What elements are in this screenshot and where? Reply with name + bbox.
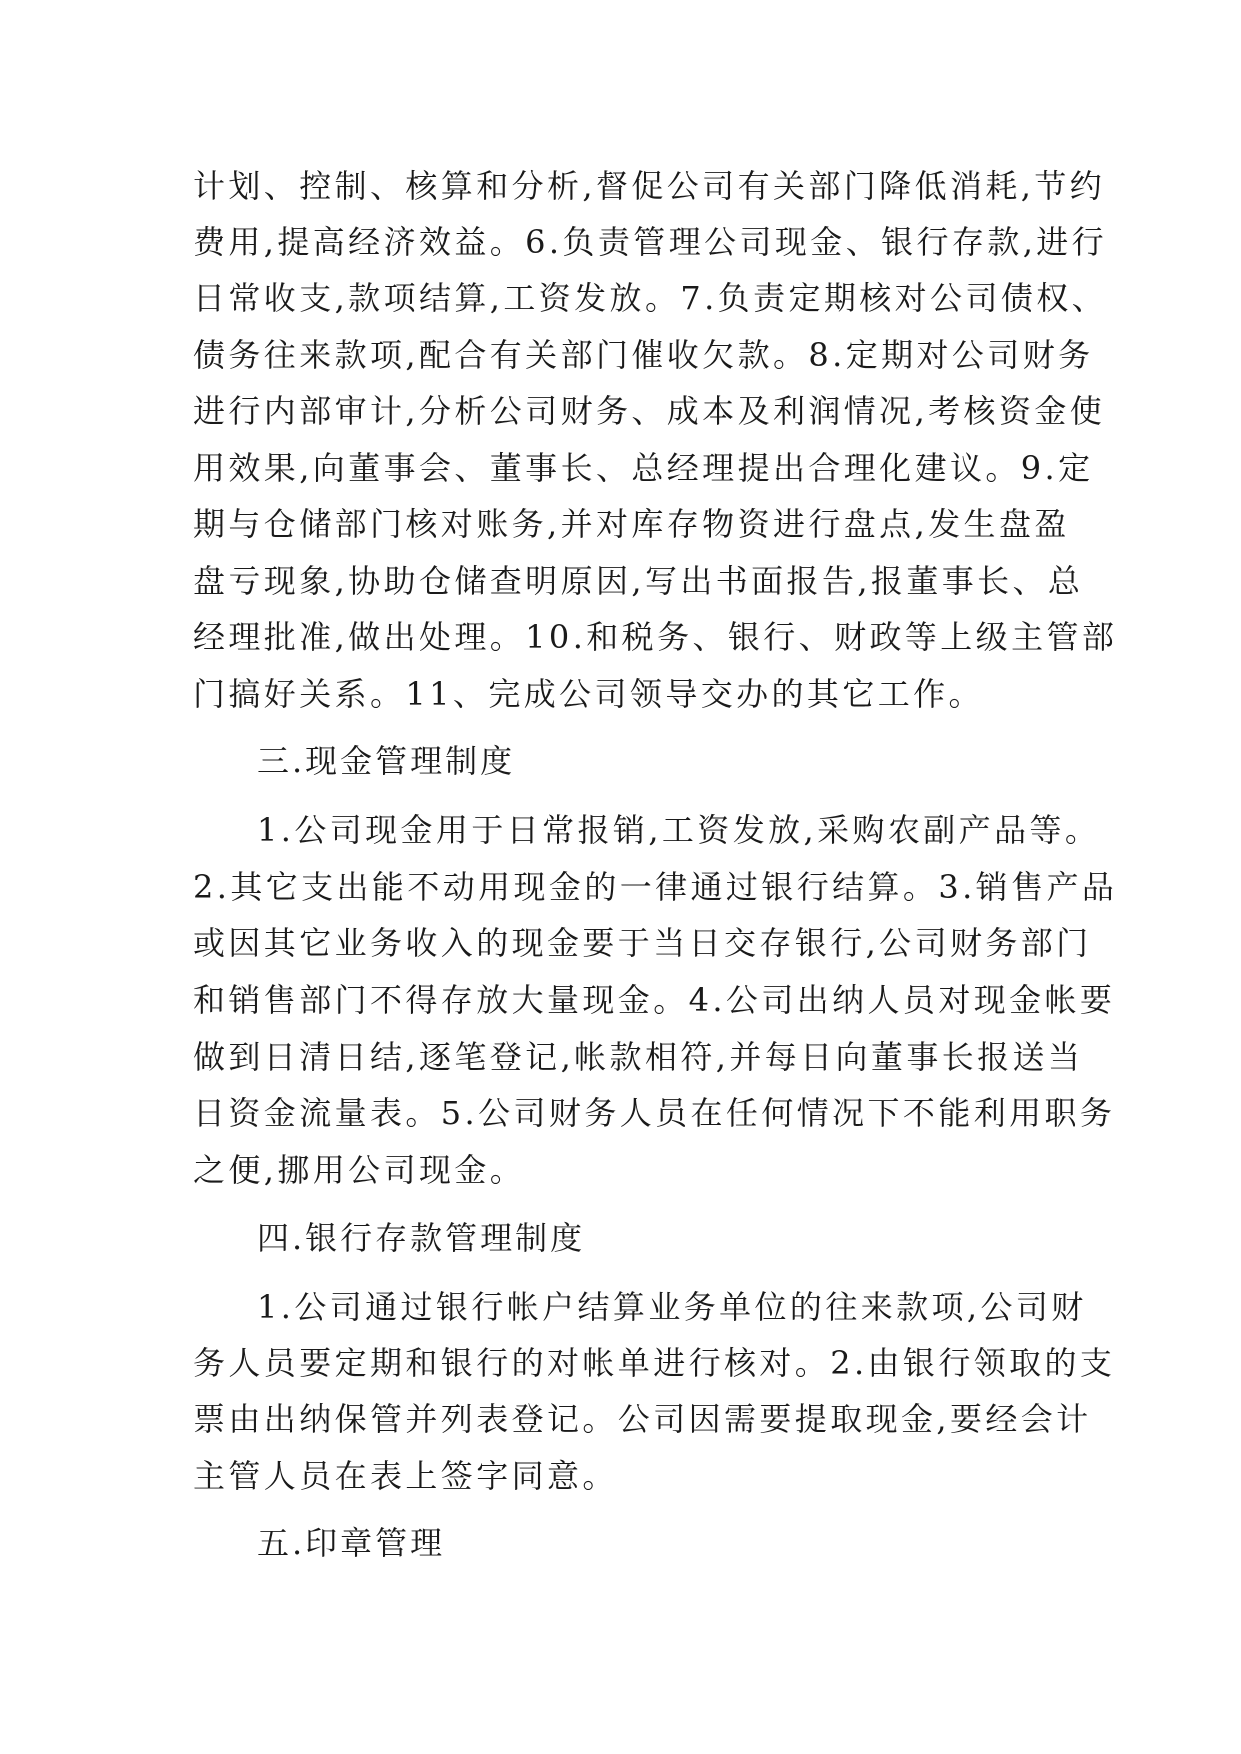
body-text-line: 用效果,向董事会、董事长、总经理提出合理化建议。9.定 — [193, 449, 1094, 487]
body-text-line: 门搞好关系。11、完成公司领导交办的其它工作。 — [193, 675, 984, 713]
body-text-line: 计划、控制、核算和分析,督促公司有关部门降低消耗,节约 — [193, 167, 1106, 205]
body-text-line: 1.公司通过银行帐户结算业务单位的往来款项,公司财 — [257, 1288, 1087, 1326]
body-text-line: 务人员要定期和银行的对帐单进行核对。2.由银行领取的支 — [193, 1344, 1116, 1382]
body-text-line: 日资金流量表。5.公司财务人员在任何情况下不能利用职务 — [193, 1094, 1116, 1132]
body-text-line: 之便,挪用公司现金。 — [193, 1151, 526, 1189]
body-text-line: 1.公司现金用于日常报销,工资发放,采购农副产品等。 — [257, 811, 1101, 849]
body-text-line: 票由出纳保管并列表登记。公司因需要提取现金,要经会计 — [193, 1400, 1092, 1438]
body-text-line: 日常收支,款项结算,工资发放。7.负责定期核对公司债权、 — [193, 279, 1108, 317]
body-text-line: 期与仓储部门核对账务,并对库存物资进行盘点,发生盘盈 — [193, 505, 1070, 543]
body-text-line: 费用,提高经济效益。6.负责管理公司现金、银行存款,进行 — [193, 223, 1108, 261]
body-text-line: 主管人员在表上签字同意。 — [193, 1457, 618, 1495]
body-text-line: 2.其它支出能不动用现金的一律通过银行结算。3.销售产品 — [193, 868, 1118, 906]
section-heading-seal-management: 五.印章管理 — [257, 1524, 446, 1562]
body-text-line: 和销售部门不得存放大量现金。4.公司出纳人员对现金帐要 — [193, 981, 1116, 1019]
body-text-line: 盘亏现象,协助仓储查明原因,写出书面报告,报董事长、总 — [193, 562, 1084, 600]
section-heading-cash-management: 三.现金管理制度 — [257, 742, 516, 780]
body-text-line: 进行内部审计,分析公司财务、成本及利润情况,考核资金使 — [193, 392, 1106, 430]
section-heading-bank-deposit-management: 四.银行存款管理制度 — [257, 1219, 586, 1257]
body-text-line: 或因其它业务收入的现金要于当日交存银行,公司财务部门 — [193, 924, 1092, 962]
body-text-line: 债务往来款项,配合有关部门催收欠款。8.定期对公司财务 — [193, 336, 1094, 374]
body-text-line: 经理批准,做出处理。10.和税务、银行、财政等上级主管部 — [193, 618, 1118, 656]
body-text-line: 做到日清日结,逐笔登记,帐款相符,并每日向董事长报送当 — [193, 1038, 1084, 1076]
